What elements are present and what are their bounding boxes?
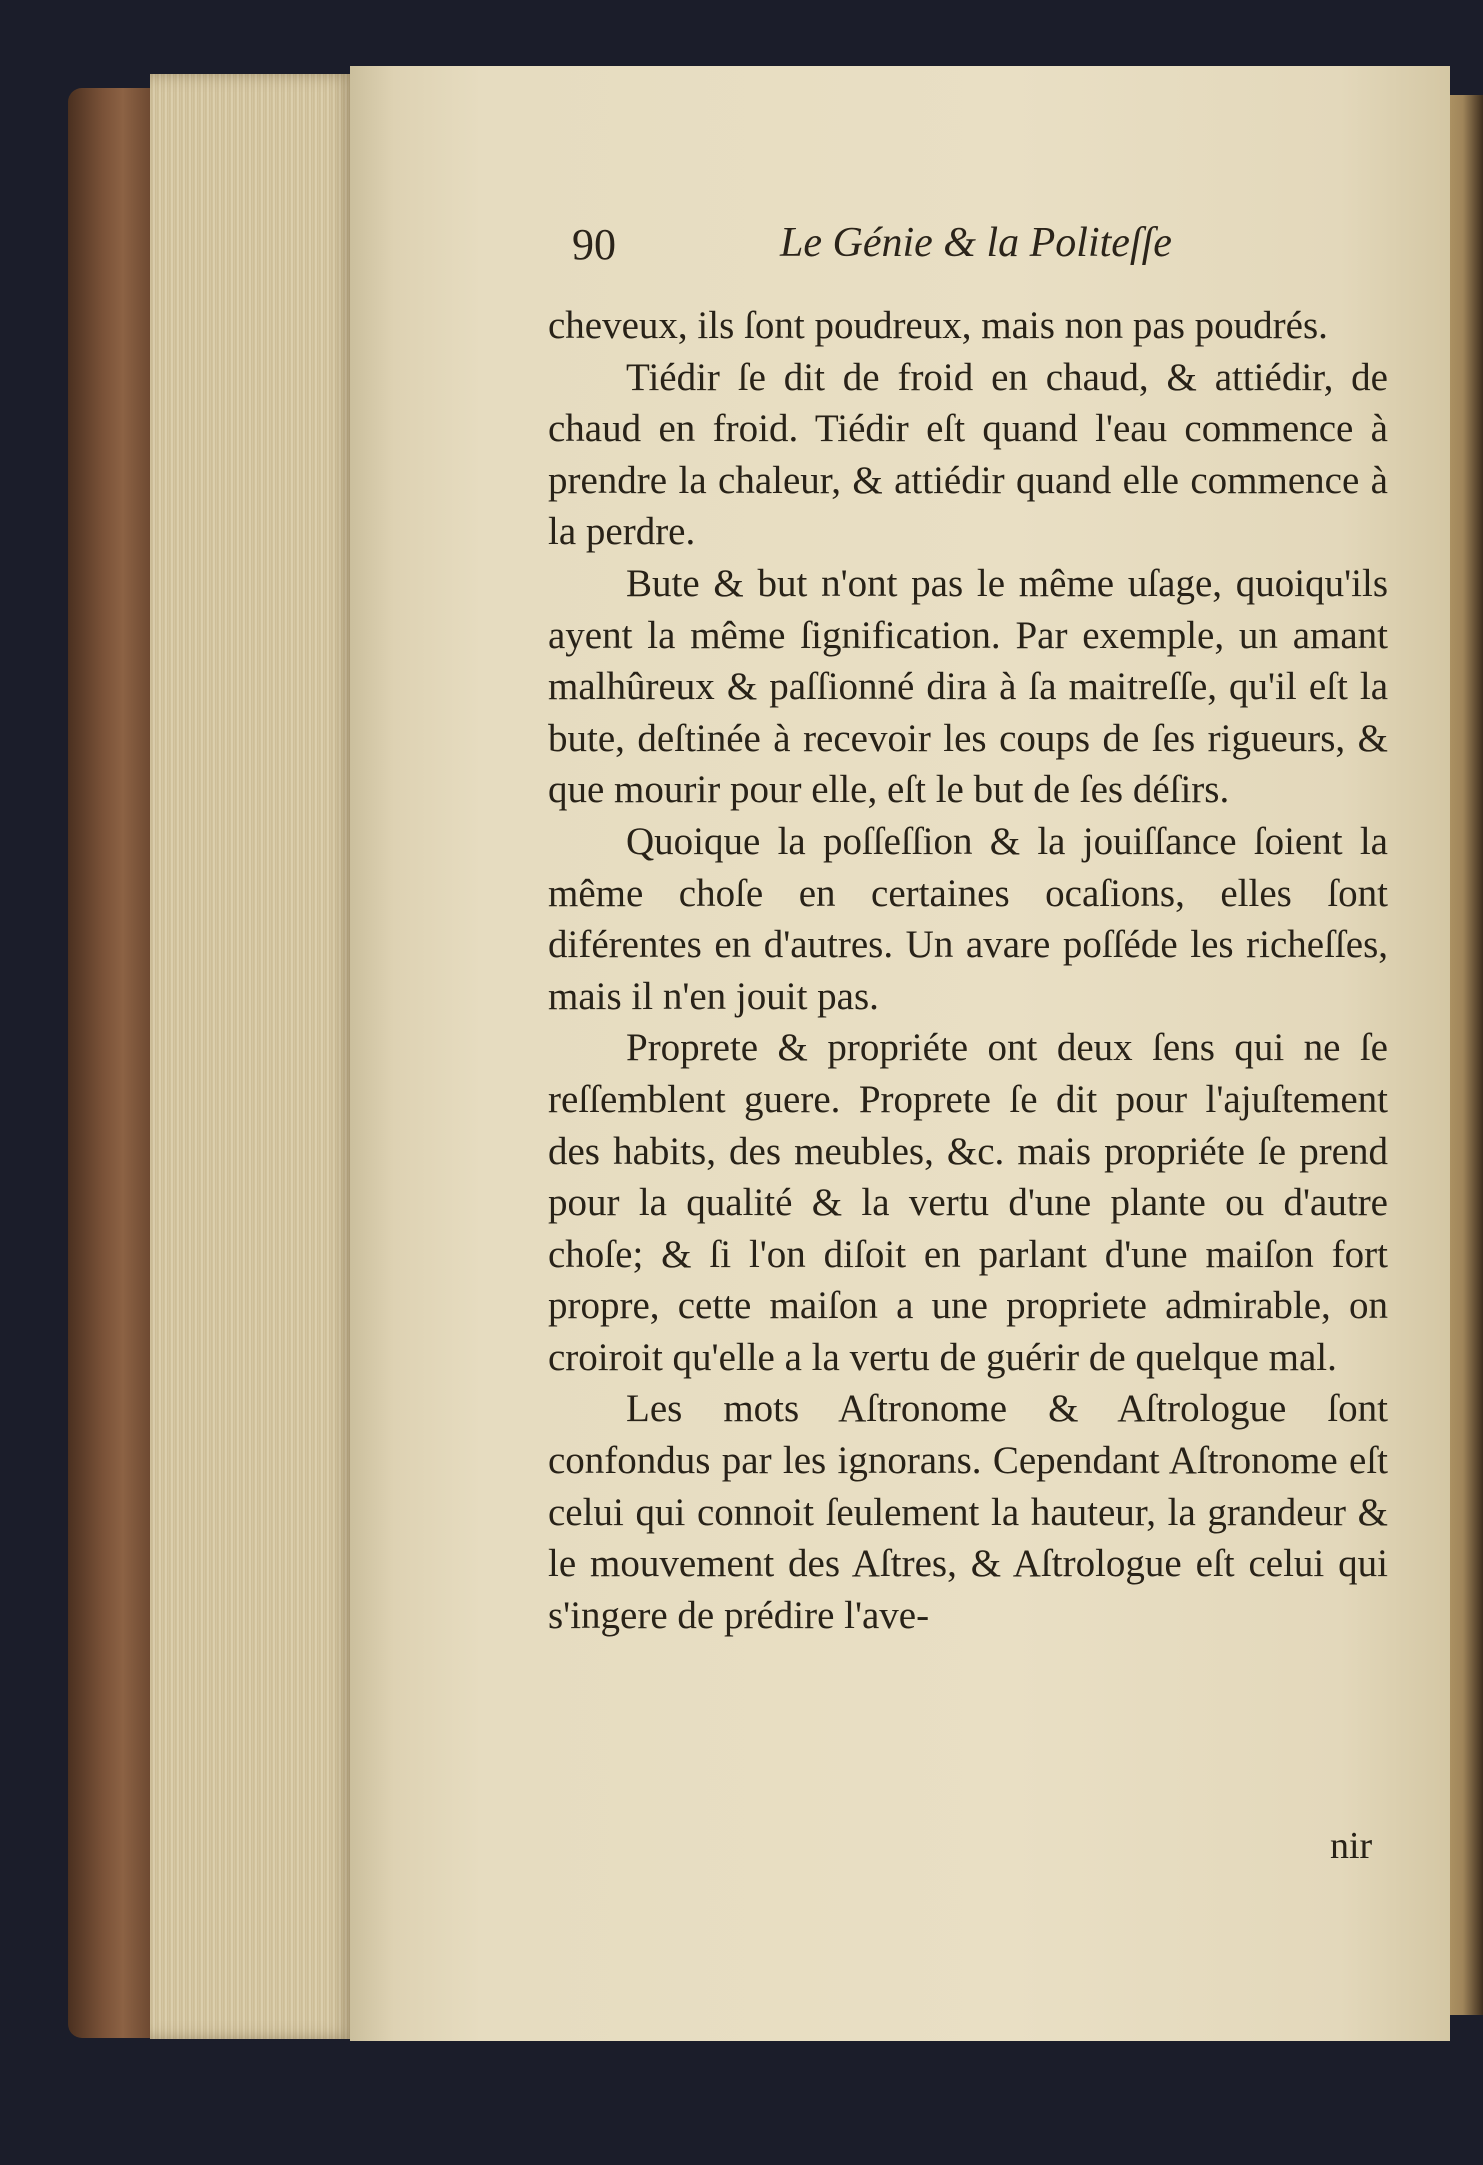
paragraph: Bute & but n'ont pas le même uſage, quoiqu'ils ayent la même ſignification. Par exemple, un amant malhûreux & paſſionné dira à ſa maitreſſe, qu'il eſt la bute, deſtinée à recevoir les coups de ſes rigueurs, & que mourir pour elle, eſt le but de ſes déſirs. <box>548 561 1388 812</box>
paragraph: Proprete & propriéte ont deux ſens qui ne ſe reſſemblent guere. Proprete ſe dit pour l'ajuſtement des habits, des meubles, &c. mais propriéte ſe prend pour la qualité & la vertu d'une plante ou d'autre choſe; & ſi l'on diſoit en parlant d'une maiſon fort propre, cette maiſon a une propriete admirable, on croiroit qu'elle a la vertu de guérir de quelque mal. <box>548 1026 1388 1379</box>
running-head <box>0 219 1483 279</box>
page-edges <box>150 74 355 2039</box>
page-number: 90 <box>572 220 616 269</box>
catchword: nir <box>1330 1825 1373 1867</box>
paragraph: Les mots Aſtronome & Aſtrologue ſont confondus par les ignorans. Cependant Aſtronome eſt celui qui connoit ſeulement la hauteur, la grandeur & le mouvement des Aſtres, & Aſtrologue eſt celui qui s'ingere de prédire l'ave- <box>548 1387 1388 1637</box>
body-text <box>548 300 1388 1641</box>
paragraph: Tiédir ſe dit de froid en chaud, & attiédir, de chaud en froid. Tiédir eſt quand l'eau commence à prendre la chaleur, & attiédir quand elle commence à la perdre. <box>548 355 1388 554</box>
paragraph: Quoique la poſſeſſion & la jouiſſance ſoient la même choſe en certaines ocaſions, elles ſont diférentes en d'autres. Un avare poſſéde les richeſſes, mais il n'en jouit pas. <box>548 819 1388 1018</box>
paragraph: cheveux, ils ſont poudreux, mais non pas poudrés. <box>548 304 1328 347</box>
running-title: Le Génie & la Politeſſe <box>780 220 1172 266</box>
